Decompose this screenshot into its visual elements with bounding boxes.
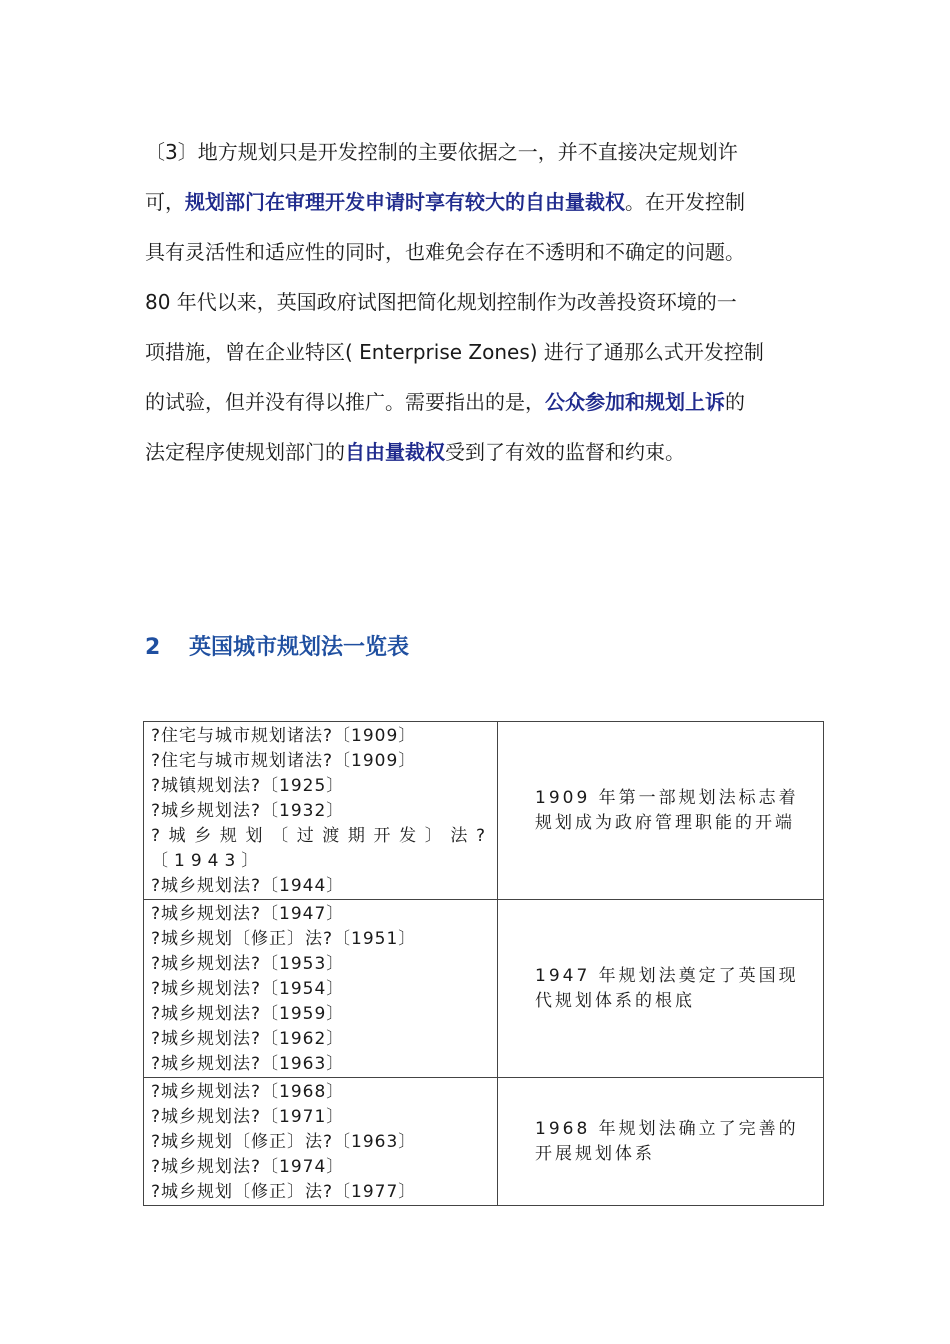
table-row bbox=[144, 722, 824, 900]
paragraph-line bbox=[145, 382, 810, 432]
law-item: ?城乡规划法?〔1947〕 bbox=[151, 904, 345, 924]
law-list-cell bbox=[144, 900, 498, 1078]
section-title: 英国城市规划法一览表 bbox=[189, 635, 410, 660]
law-item: ?住宅与城市规划诸法?〔1909〕 bbox=[151, 751, 417, 771]
paragraph-text: 具有灵活性和适应性的同时，也难免会存在不透明和不确定的问题。 bbox=[145, 240, 745, 264]
table-row bbox=[144, 900, 824, 1078]
law-description: 1947 年规划法奠定了英国现代规划体系的根底 bbox=[535, 965, 799, 1011]
highlighted-text: 自由量裁权 bbox=[345, 440, 445, 464]
law-item: ?城乡规划法?〔1959〕 bbox=[151, 1004, 345, 1024]
law-item: ?城乡规划〔过渡期开发〕法?〔1943〕 bbox=[151, 826, 491, 871]
paragraph-text: 项措施，曾在企业特区( Enterprise Zones) 进行了通那么式开发控制 bbox=[145, 340, 764, 364]
table-row bbox=[144, 1078, 824, 1206]
paragraph-line bbox=[145, 232, 810, 282]
paragraph-text: 受到了有效的监督和约束。 bbox=[445, 440, 685, 464]
description-cell bbox=[498, 722, 824, 900]
law-item: ?城乡规划法?〔1963〕 bbox=[151, 1054, 345, 1074]
paragraph-line bbox=[145, 282, 810, 332]
law-description: 1909 年第一部规划法标志着规划成为政府管理职能的开端 bbox=[535, 787, 799, 833]
paragraph-text: 80 年代以来，英国政府试图把简化规划控制作为改善投资环境的一 bbox=[145, 290, 737, 314]
paragraph-line bbox=[145, 432, 810, 482]
paragraph-line bbox=[145, 182, 810, 232]
highlighted-text: 公众参加和规划上诉 bbox=[545, 390, 725, 414]
description-cell bbox=[498, 900, 824, 1078]
law-item: ?城乡规划法?〔1971〕 bbox=[151, 1107, 345, 1127]
law-item: ?城乡规划法?〔1944〕 bbox=[151, 876, 345, 896]
section-number: 2 bbox=[145, 635, 161, 660]
law-item: ?城乡规划〔修正〕法?〔1977〕 bbox=[151, 1182, 417, 1202]
law-item: ?住宅与城市规划诸法?〔1909〕 bbox=[151, 726, 417, 746]
paragraph-text: 可， bbox=[145, 190, 185, 214]
paragraph-text: 。在开发控制 bbox=[625, 190, 745, 214]
paragraph-text: 〔3〕地方规划只是开发控制的主要依据之一，并不直接决定规划许 bbox=[145, 140, 738, 164]
paragraph-line bbox=[145, 132, 810, 182]
paragraph-text: 的试验，但并没有得以推广。需要指出的是， bbox=[145, 390, 545, 414]
law-list-cell bbox=[144, 1078, 498, 1206]
law-item: ?城乡规划法?〔1953〕 bbox=[151, 954, 345, 974]
law-item: ?城乡规划法?〔1968〕 bbox=[151, 1082, 345, 1102]
law-item: ?城乡规划法?〔1974〕 bbox=[151, 1157, 345, 1177]
law-item: ?城乡规划〔修正〕法?〔1951〕 bbox=[151, 929, 417, 949]
law-list-cell bbox=[144, 722, 498, 900]
paragraph-text: 的 bbox=[725, 390, 745, 414]
planning-law-table bbox=[143, 721, 824, 1206]
highlighted-text: 规划部门在审理开发申请时享有较大的自由量裁权 bbox=[185, 190, 625, 214]
section-heading bbox=[145, 630, 409, 661]
law-item: ?城乡规划法?〔1954〕 bbox=[151, 979, 345, 999]
law-item: ?城乡规划法?〔1932〕 bbox=[151, 801, 345, 821]
law-item: ?城镇规划法?〔1925〕 bbox=[151, 776, 345, 796]
law-item: ?城乡规划〔修正〕法?〔1963〕 bbox=[151, 1132, 417, 1152]
description-cell bbox=[498, 1078, 824, 1206]
paragraph-line bbox=[145, 332, 810, 382]
paragraph-text: 法定程序使规划部门的 bbox=[145, 440, 345, 464]
law-description: 1968 年规划法确立了完善的开展规划体系 bbox=[535, 1118, 799, 1164]
body-paragraph bbox=[145, 132, 810, 482]
law-item: ?城乡规划法?〔1962〕 bbox=[151, 1029, 345, 1049]
